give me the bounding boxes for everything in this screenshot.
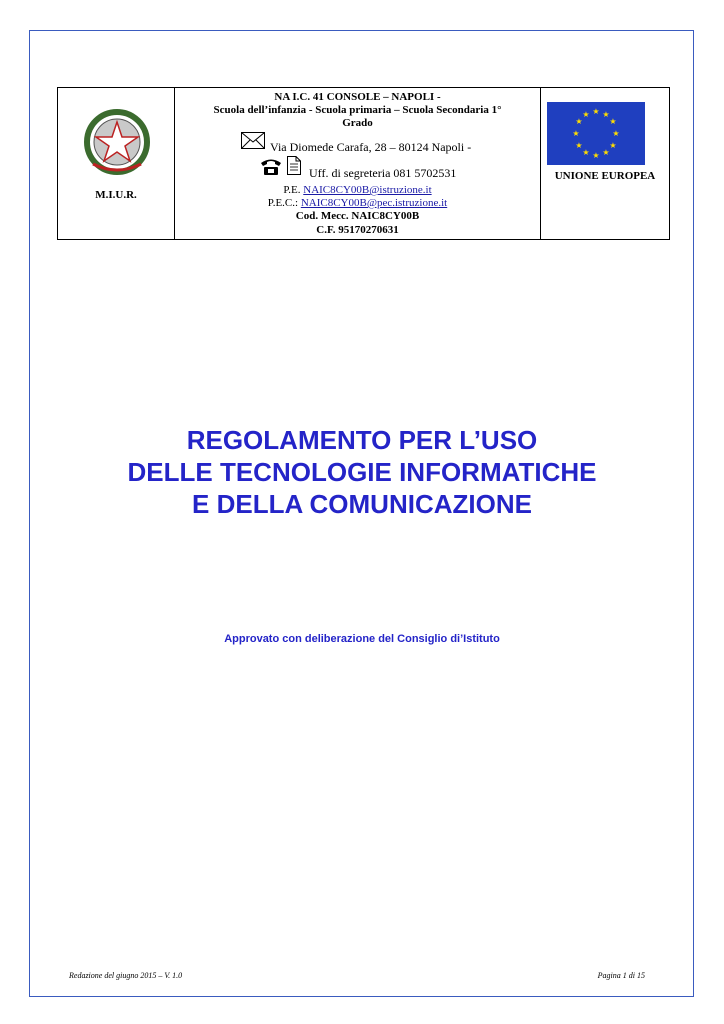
cod-mecc: Cod. Mecc. NAIC8CY00B: [295, 210, 420, 222]
title-line-2: DELLE TECNOLOGIE INFORMATICHE: [127, 457, 597, 487]
address-text: Via Diomede Carafa, 28 – 80124 Napoli -: [270, 140, 472, 154]
miur-label: M.I.U.R.: [95, 189, 137, 201]
school-levels-cont: Grado: [342, 117, 373, 129]
svg-text:★: ★: [582, 110, 590, 119]
pec-line: [175, 197, 540, 210]
envelope-icon: [241, 132, 265, 149]
eu-flag-icon: [547, 102, 645, 165]
telephone-icon: [260, 158, 282, 176]
svg-text:★: ★: [609, 141, 617, 150]
svg-text:★: ★: [612, 129, 620, 138]
miur-cell: [58, 88, 175, 239]
school-name: NA I.C. 41 CONSOLE – NAPOLI -: [274, 91, 441, 103]
eu-stars: [547, 102, 645, 165]
title-line-3: E DELLA COMUNICAZIONE: [192, 489, 532, 519]
eu-cell: [541, 88, 669, 239]
phone-text: Uff. di segreteria 081 5702531: [309, 166, 457, 180]
italian-republic-emblem-icon: [83, 108, 151, 176]
svg-text:★: ★: [592, 107, 600, 116]
svg-text:★: ★: [582, 148, 590, 157]
svg-text:★: ★: [602, 110, 610, 119]
document-title: [0, 424, 724, 520]
eu-label: UNIONE EUROPEA: [554, 170, 656, 182]
pe-email-link[interactable]: NAIC8CY00B@istruzione.it: [303, 184, 432, 196]
svg-text:★: ★: [609, 117, 617, 126]
svg-text:★: ★: [575, 141, 583, 150]
footer-revision: Redazione del giugno 2015 – V. 1.0: [69, 971, 183, 980]
title-line-1: REGOLAMENTO PER L’USO: [186, 425, 538, 455]
svg-text:★: ★: [592, 151, 600, 160]
pec-label: P.E.C.:: [267, 197, 299, 209]
school-levels: Scuola dell’infanzia - Scuola primaria – Scuola Secondaria 1°: [213, 104, 502, 116]
codice-fiscale: C.F. 95170270631: [316, 224, 399, 236]
pec-email-link[interactable]: NAIC8CY00B@pec.istruzione.it: [300, 197, 448, 209]
letterhead-table: [57, 87, 670, 240]
svg-text:★: ★: [572, 129, 580, 138]
document-icon: [287, 156, 301, 175]
school-info-cell: [175, 88, 541, 239]
footer-page-number: Pagina 1 di 15: [597, 971, 645, 980]
svg-text:★: ★: [602, 148, 610, 157]
approval-note: Approvato con deliberazione del Consiglio di’Istituto: [224, 633, 500, 645]
svg-text:★: ★: [575, 117, 583, 126]
pe-label: P.E.: [283, 184, 301, 196]
pe-line: [175, 184, 540, 197]
